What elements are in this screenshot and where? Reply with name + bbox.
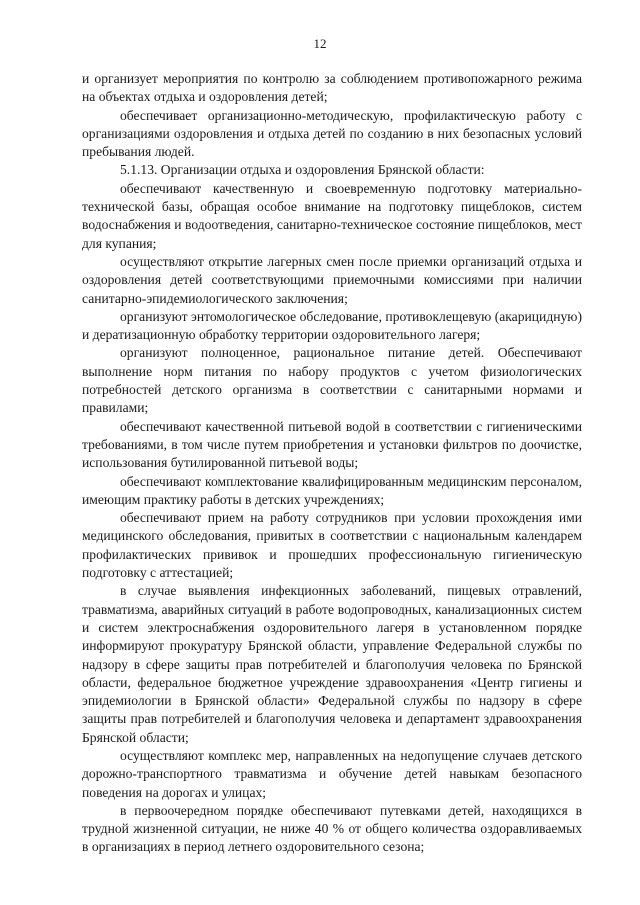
paragraph: и организует мероприятия по контролю за соблюдением противопожарного режима на объектах отдыха и оздоровления детей; bbox=[82, 71, 582, 105]
body-text bbox=[82, 70, 582, 857]
section-heading: 5.1.13. Организации отдыха и оздоровления Брянской области: bbox=[120, 162, 485, 178]
paragraph: организуют энтомологическое обследование, противоклещевую (акарицидную) и дератизационную обработку территории оздоровительного лагеря; bbox=[82, 308, 582, 343]
paragraph: в случае выявления инфекционных заболеваний, пищевых отравлений, травматизма, аварийных ситуаций в работе водопроводных, канализационных систем и систем электроснабжения оздоровительного лагеря в установленном порядке информируют прокуратуру Брянской области, управление Федеральной службы по надзору в сфере защиты прав потребителей и благополучия человека по Брянской области, федеральное бюджетное учреждение здравоохранения «Центр гигиены и эпидемиологии в Брянской области» Федеральной службы по надзору в сфере защиты прав потребителей и благополучия человека и департамент здравоохранения Брянской области; bbox=[82, 583, 582, 745]
paragraph: в первоочередном порядке обеспечивают путевками детей, находящихся в трудной жизненной ситуации, не ниже 40 % от общего количества оздоравливаемых в организациях в период летнего оздоровительного сезона; bbox=[82, 802, 582, 855]
page-number: 12 bbox=[313, 36, 327, 51]
paragraph: организуют полноценное, рациональное питание детей. Обеспечивают выполнение норм питания по набору продуктов с учетом физиологических потребностей детского организма в соответствии с санитарными нормами и правилами; bbox=[82, 345, 582, 416]
paragraph: обеспечивают прием на работу сотрудников при условии прохождения ими медицинского обследования, привитых в соответствии с национальным календарем профилактических прививок и прошедших профессиональную гигиеническую подготовку с аттестацией; bbox=[82, 510, 582, 581]
paragraph: обеспечивают комплектование квалифицированным медицинским персоналом, имеющим практику работы в детских учреждениях; bbox=[82, 473, 582, 507]
paragraph: обеспечивают качественную и своевременную подготовку материально-технической базы, обращая особое внимание на подготовку пищеблоков, систем водоснабжения и водоотведения, санитарно-техническое состояние пищеблоков, мест для купания; bbox=[82, 180, 582, 251]
paragraph: обеспечивает организационно-методическую, профилактическую работу с организациями оздоровления и отдыха детей по созданию в них безопасных условий пребывания людей. bbox=[82, 107, 582, 160]
paragraph: осуществляют комплекс мер, направленных на недопущение случаев детского дорожно-транспортного травматизма и обучение детей навыкам безопасного поведения на дорогах и улицах; bbox=[82, 747, 582, 800]
paragraph: обеспечивают качественной питьевой водой в соответствии с гигиеническими требованиями, в том числе путем приобретения и установки фильтров по доочистке, использования бутилированной питьевой воды; bbox=[82, 418, 582, 471]
paragraph: осуществляют открытие лагерных смен после приемки организаций отдыха и оздоровления детей соответствующими приемочными комиссиями при наличии санитарно-эпидемиологического заключения; bbox=[82, 253, 582, 306]
